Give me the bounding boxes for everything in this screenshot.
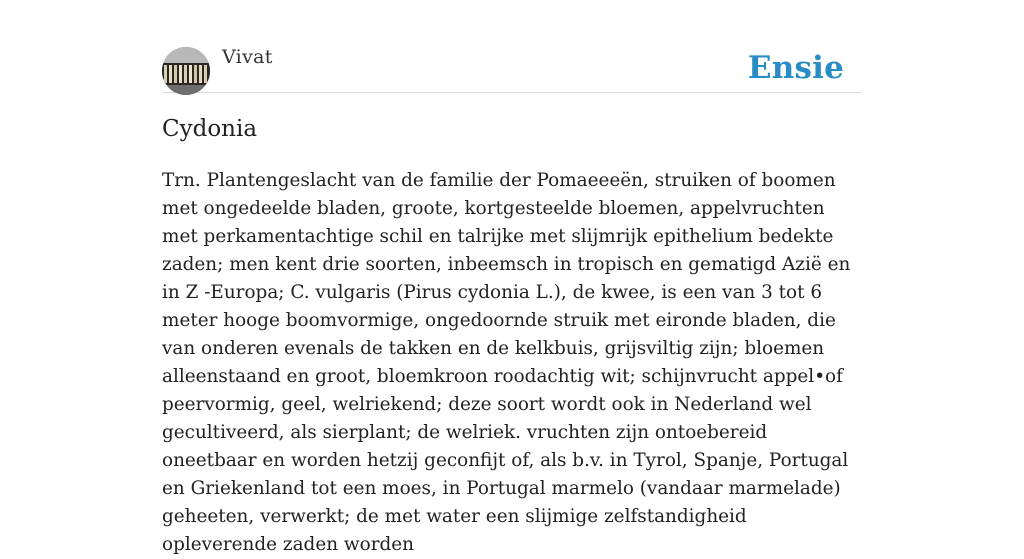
article-body: Trn. Plantengeslacht van de familie der Pomaeeeën, struiken of boomen met ongedeelde bladen, groote, kortgesteelde bloemen, appelvruchten met perkamentachtige schil en talrijke met slijmrijk epithelium bedekte zaden; men kent drie soorten, inbeemsch in tropisch en gematigd Azië en in Z -Europa; C. vulgaris (Pirus cydonia L.), de kwee, is een van 3 tot 6 meter hooge boomvormige, ongedoornde struik met eironde bladen, die van onderen evenals de takken en de kelkbuis, grijsviltig zijn; bloemen alleenstaand en groot, bloemkroon roodachtig wit; schijnvrucht appel•of peervormig, geel, welriekend; deze soort wordt ook in Nederland wel gecultiveerd, als sierplant; de welriek. vruchten zijn ontoebereid oneetbaar en worden hetzij geconfijt of, als b.v. in Tyrol, Spanje, Portugal en Griekenland tot een moes, in Portugal marmelo (vandaar marmelade) geheeten, verwerkt; de met water een slijmige zelfstandigheid opleverende zaden worden	[162, 170, 851, 555]
book-spines-avatar-icon	[162, 47, 210, 95]
avatar[interactable]	[162, 47, 210, 95]
page	[162, 0, 862, 555]
author-name[interactable]: Vivat	[222, 46, 273, 68]
brand-logo[interactable]: Ensie	[747, 50, 844, 86]
header	[162, 0, 862, 93]
page-title: Cydonia	[162, 116, 258, 142]
